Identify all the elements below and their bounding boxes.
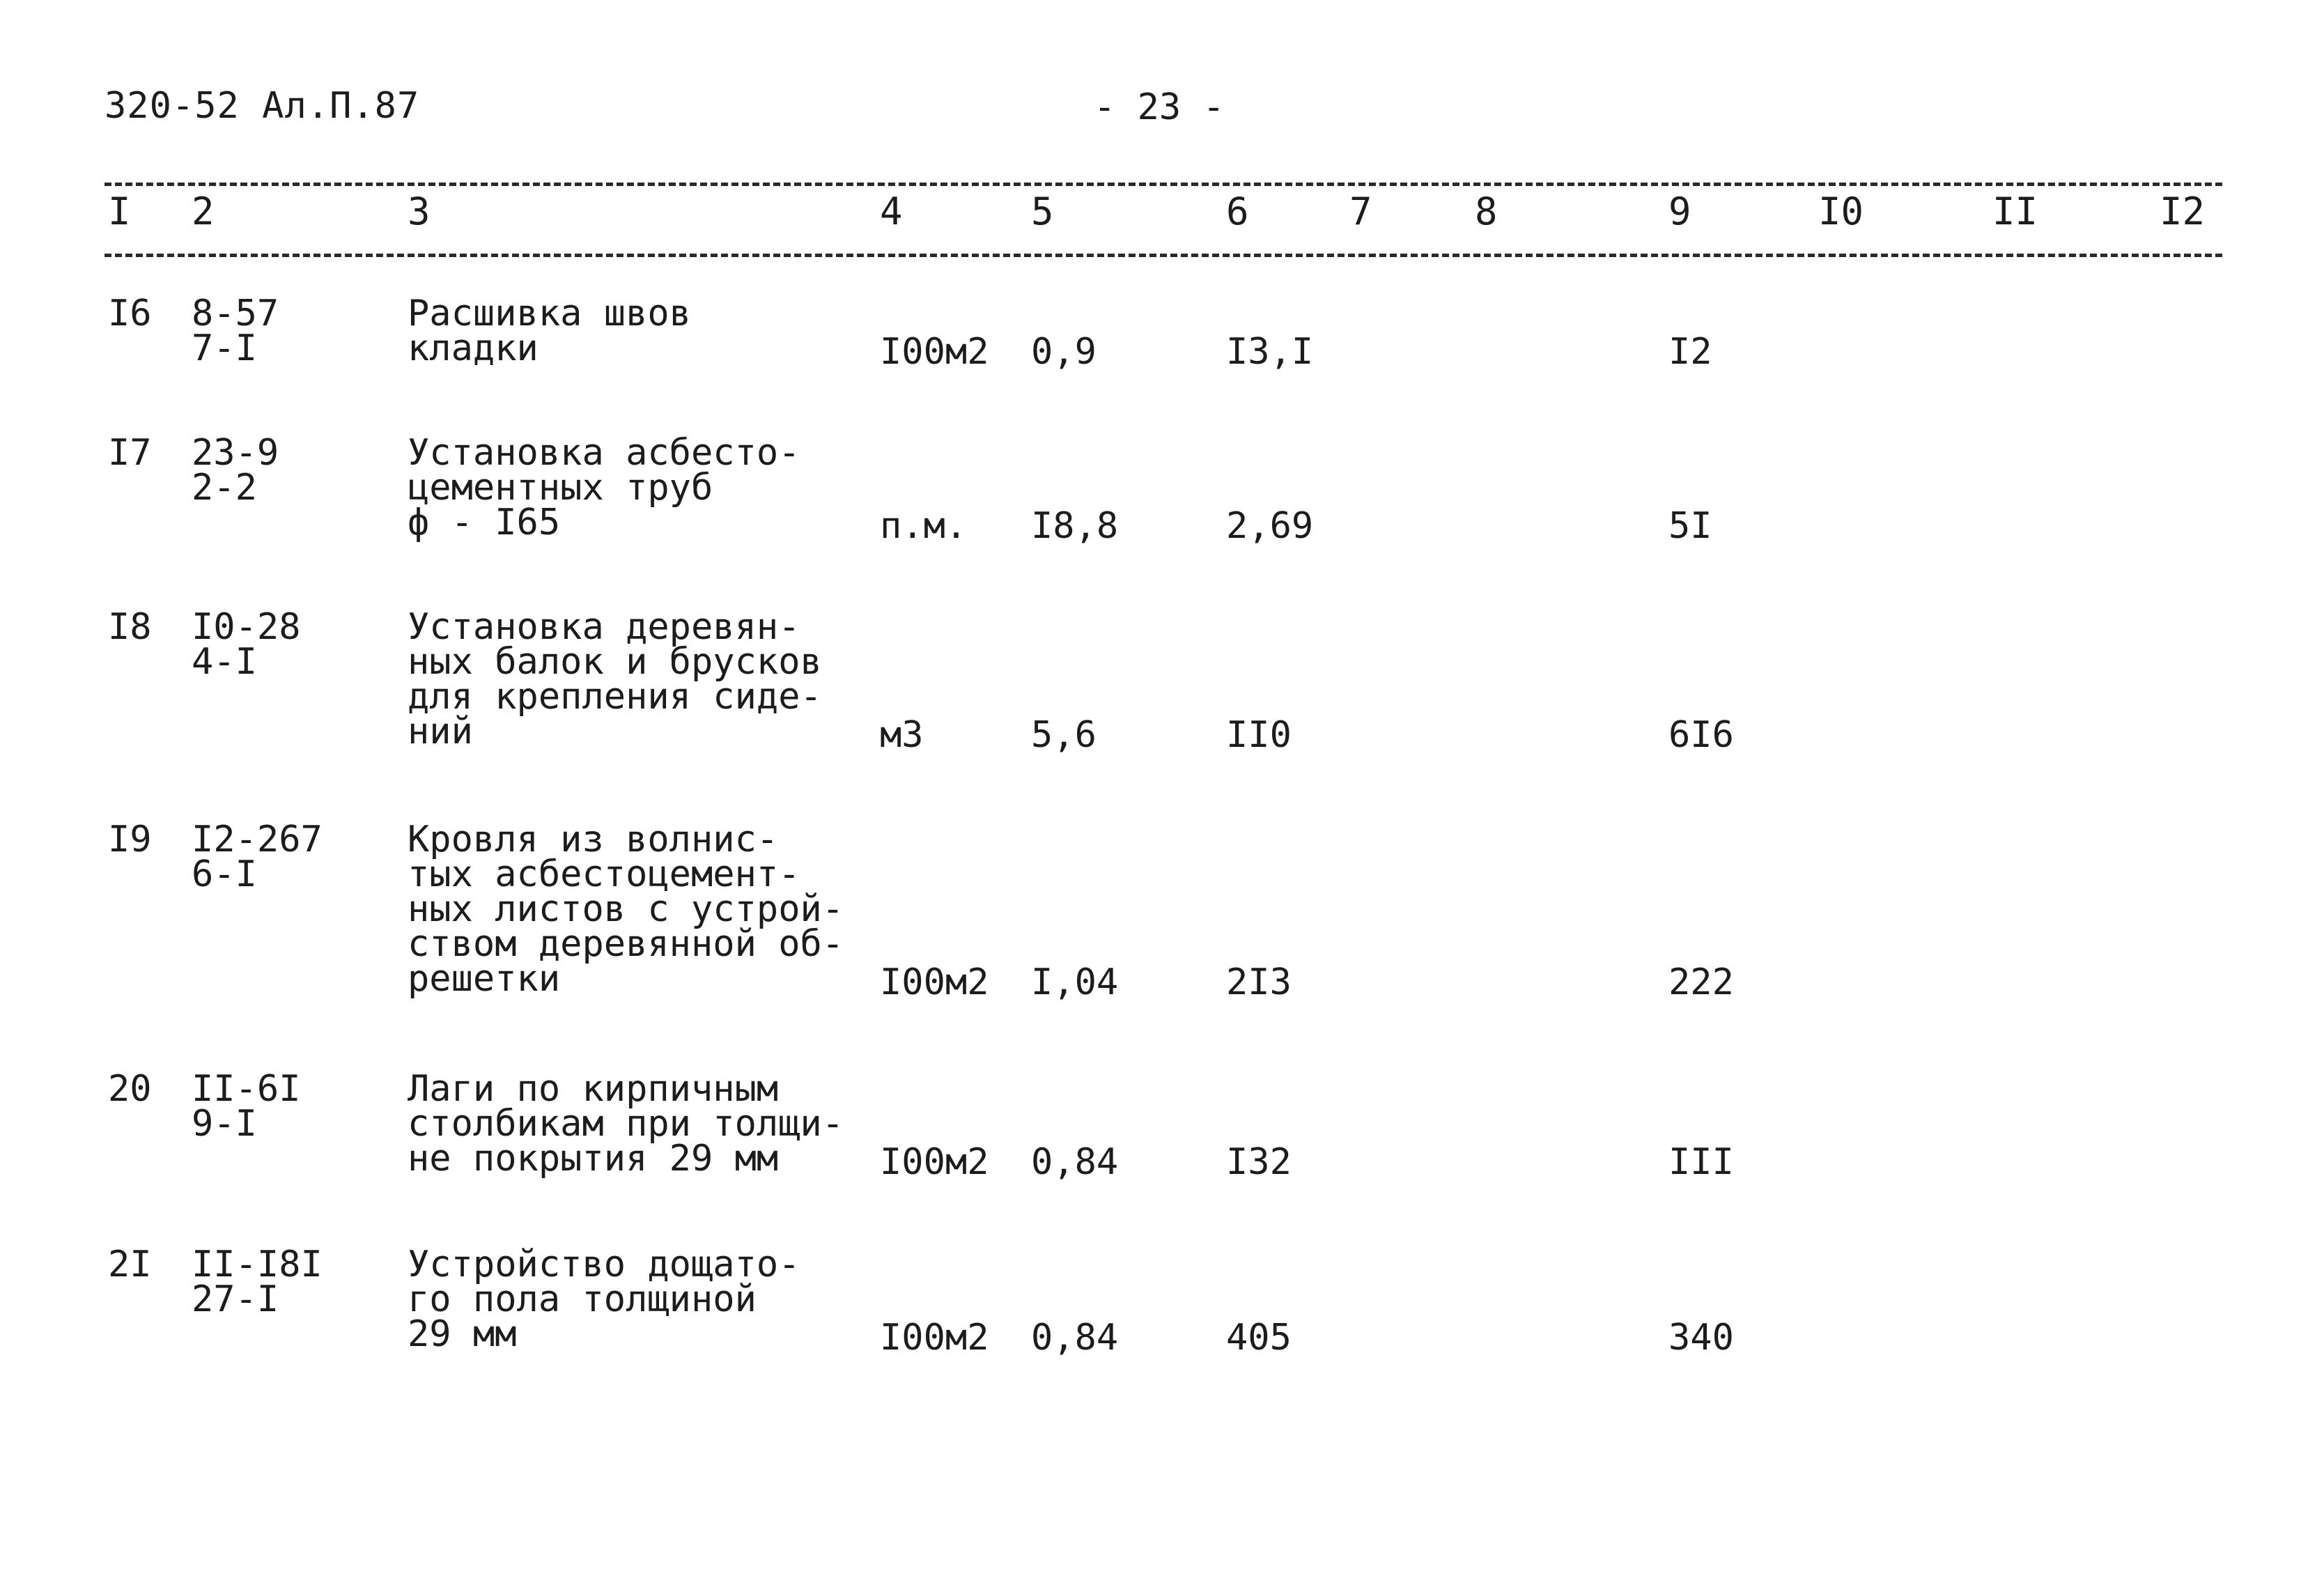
quantity: 0,84 bbox=[1031, 1317, 1119, 1359]
column-header-5: 5 bbox=[1031, 190, 1054, 233]
column-header-1: I bbox=[108, 190, 131, 233]
work-description: Кровля из волнис- тых асбестоцемент- ных листов с устрой- ством деревянной об- решетки bbox=[408, 819, 844, 1000]
quantity: I,04 bbox=[1031, 961, 1119, 1003]
unit: м3 bbox=[880, 714, 924, 756]
column-header-8: 8 bbox=[1475, 190, 1498, 233]
unit: I00м2 bbox=[880, 1317, 989, 1359]
work-description: Лаги по кирпичным столбикам при толщи- не покрытия 29 мм bbox=[408, 1068, 844, 1180]
row-number: 2I bbox=[108, 1244, 152, 1285]
norm-code: II-6I 9-I bbox=[192, 1068, 301, 1145]
column-header-4: 4 bbox=[880, 190, 903, 233]
norm-code: I2-267 6-I bbox=[192, 819, 323, 895]
work-description: Установка асбесто- цементных труб ф - I65 bbox=[408, 432, 800, 543]
unit-price: 2,69 bbox=[1226, 505, 1314, 547]
quantity: 5,6 bbox=[1031, 714, 1097, 756]
unit-price: II0 bbox=[1226, 714, 1292, 756]
table-header-bottom-rule bbox=[104, 254, 2222, 257]
total: 5I bbox=[1668, 505, 1712, 547]
document-code: 320-52 Ал.П.87 bbox=[104, 85, 420, 127]
work-description: Устройство дощато- го пола толщиной 29 мм bbox=[408, 1244, 800, 1355]
total: I2 bbox=[1668, 331, 1712, 373]
row-number: I8 bbox=[108, 606, 152, 648]
norm-code: 8-57 7-I bbox=[192, 293, 279, 369]
unit: I00м2 bbox=[880, 961, 989, 1003]
total: III bbox=[1668, 1141, 1734, 1183]
unit-price: I32 bbox=[1226, 1141, 1292, 1183]
quantity: I8,8 bbox=[1031, 505, 1119, 547]
norm-code: I0-28 4-I bbox=[192, 606, 301, 683]
column-header-3: 3 bbox=[408, 190, 431, 233]
total: 340 bbox=[1668, 1317, 1734, 1359]
column-header-10: I0 bbox=[1818, 190, 1864, 233]
norm-code: II-I8I 27-I bbox=[192, 1244, 323, 1320]
column-header-11: II bbox=[1992, 190, 2038, 233]
total: 6I6 bbox=[1668, 714, 1734, 756]
unit-price: 2I3 bbox=[1226, 961, 1292, 1003]
column-header-9: 9 bbox=[1668, 190, 1691, 233]
column-header-6: 6 bbox=[1226, 190, 1249, 233]
table-header-top-rule bbox=[104, 183, 2222, 186]
column-header-12: I2 bbox=[2160, 190, 2206, 233]
norm-code: 23-9 2-2 bbox=[192, 432, 279, 509]
total: 222 bbox=[1668, 961, 1734, 1003]
work-description: Установка деревян- ных балок и брусков для крепления сиде- ний bbox=[408, 606, 822, 752]
row-number: I7 bbox=[108, 432, 152, 474]
row-number: I6 bbox=[108, 293, 152, 334]
unit: п.м. bbox=[880, 505, 968, 547]
row-number: 20 bbox=[108, 1068, 152, 1110]
quantity: 0,84 bbox=[1031, 1141, 1119, 1183]
column-header-2: 2 bbox=[192, 190, 215, 233]
column-header-7: 7 bbox=[1349, 190, 1372, 233]
unit: I00м2 bbox=[880, 1141, 989, 1183]
row-number: I9 bbox=[108, 819, 152, 860]
unit: I00м2 bbox=[880, 331, 989, 373]
page-number: - 23 - bbox=[1094, 86, 1225, 128]
unit-price: I3,I bbox=[1226, 331, 1314, 373]
work-description: Расшивка швов кладки bbox=[408, 293, 691, 369]
quantity: 0,9 bbox=[1031, 331, 1097, 373]
unit-price: 405 bbox=[1226, 1317, 1292, 1359]
